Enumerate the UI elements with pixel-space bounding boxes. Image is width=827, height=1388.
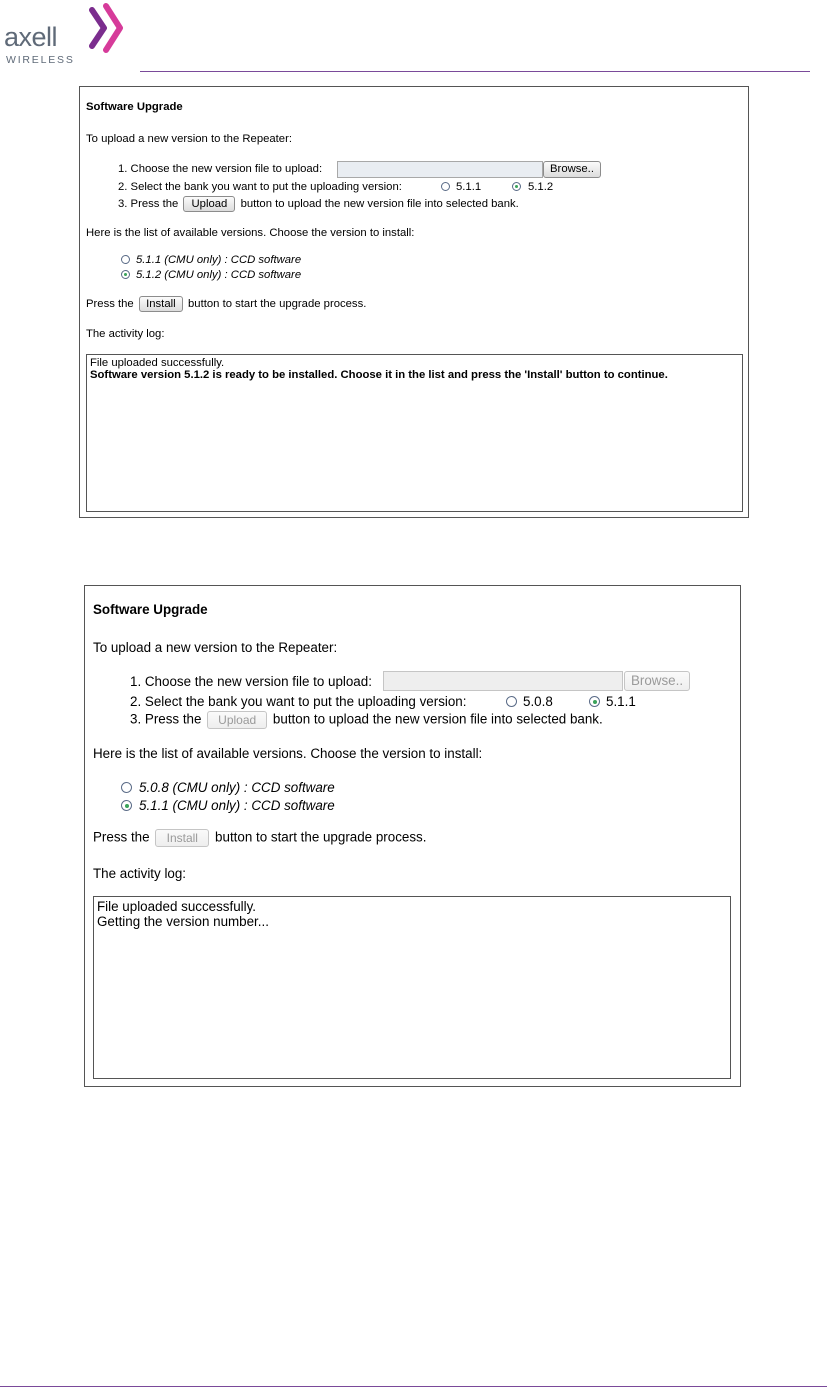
log-line: File uploaded successfully.: [90, 357, 225, 369]
step-3-label: [118, 196, 519, 212]
log-line: Software version 5.1.2 is ready to be installed. Choose it in the list and press the 'Install' button to continue.: [90, 369, 668, 381]
software-upgrade-panel-1: [79, 86, 749, 518]
bank-radio-5-1-1[interactable]: [589, 696, 600, 707]
upload-intro: To upload a new version to the Repeater:: [86, 133, 292, 145]
step-3-prefix: 3. Press the: [130, 711, 202, 727]
bank-radio-5-1-1[interactable]: [441, 182, 450, 191]
bank-option-label: 5.1.1: [456, 181, 482, 193]
browse-button[interactable]: Browse..: [624, 671, 690, 691]
install-prefix: Press the: [86, 297, 134, 310]
install-suffix: button to start the upgrade process.: [215, 829, 427, 845]
step-2-label: 2. Select the bank you want to put the uploading version:: [130, 694, 467, 709]
version-radio-5-1-2[interactable]: [121, 270, 130, 279]
log-line: Getting the version number...: [97, 914, 269, 929]
version-option-label: 5.1.1 (CMU only) : CCD software: [136, 254, 302, 266]
panel-title: Software Upgrade: [93, 602, 208, 617]
bank-option-label: 5.0.8: [523, 694, 553, 709]
step-1-label: 1. Choose the new version file to upload:: [130, 674, 372, 689]
activity-log-label: The activity log:: [93, 866, 187, 881]
footer-divider: [0, 1386, 827, 1387]
upload-intro: To upload a new version to the Repeater:: [93, 640, 338, 655]
install-suffix: button to start the upgrade process.: [188, 297, 367, 310]
bank-radio-5-1-2[interactable]: [512, 182, 521, 191]
header-divider: [140, 71, 810, 72]
install-button[interactable]: Install: [139, 296, 183, 312]
activity-log[interactable]: [93, 896, 731, 1079]
install-prefix: Press the: [93, 829, 150, 845]
upload-button[interactable]: Upload: [183, 196, 235, 212]
step-3-label: [130, 711, 603, 729]
browse-button[interactable]: Browse..: [543, 161, 601, 178]
activity-log-label: The activity log:: [86, 328, 165, 340]
software-upgrade-panel-2: [84, 585, 741, 1087]
bank-option-label: 5.1.1: [606, 694, 636, 709]
version-option-label: 5.1.2 (CMU only) : CCD software: [136, 269, 302, 281]
log-line: File uploaded successfully.: [97, 899, 257, 914]
version-radio-5-1-1[interactable]: [121, 255, 130, 264]
logo-chevrons-icon: [88, 2, 132, 54]
bank-option-label: 5.1.2: [528, 181, 554, 193]
version-option-label: 5.1.1 (CMU only) : CCD software: [139, 798, 335, 813]
versions-intro: Here is the list of available versions. Choose the version to install:: [93, 746, 483, 761]
version-option-label: 5.0.8 (CMU only) : CCD software: [139, 780, 335, 795]
logo-wordmark: axell: [4, 22, 58, 52]
install-row: [86, 296, 366, 312]
upload-button[interactable]: Upload: [207, 711, 267, 729]
version-radio-5-1-1[interactable]: [121, 800, 132, 811]
step-1-label: 1. Choose the new version file to upload:: [118, 163, 323, 175]
version-file-input[interactable]: [383, 671, 623, 691]
versions-intro: Here is the list of available versions. Choose the version to install:: [86, 227, 415, 239]
version-file-input[interactable]: [337, 161, 543, 178]
logo-subtitle: WIRELESS: [6, 54, 75, 66]
version-radio-5-0-8[interactable]: [121, 782, 132, 793]
activity-log[interactable]: [86, 354, 743, 512]
step-2-label: 2. Select the bank you want to put the uploading version:: [118, 181, 402, 193]
bank-radio-5-0-8[interactable]: [506, 696, 517, 707]
step-3-suffix: button to upload the new version file into selected bank.: [240, 197, 519, 210]
install-row: [93, 829, 426, 847]
axell-wireless-logo: [4, 2, 134, 68]
step-3-prefix: 3. Press the: [118, 197, 179, 210]
step-3-suffix: button to upload the new version file into selected bank.: [272, 711, 603, 727]
install-button[interactable]: Install: [155, 829, 209, 847]
panel-title: Software Upgrade: [86, 101, 183, 113]
